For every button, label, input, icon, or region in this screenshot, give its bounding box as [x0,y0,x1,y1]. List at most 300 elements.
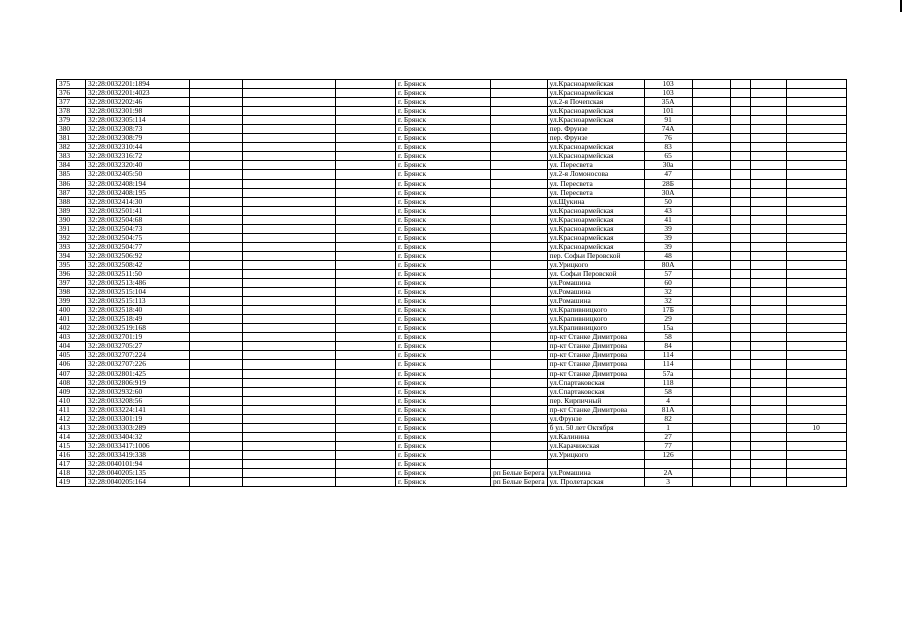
empty-cell [692,161,730,170]
city-cell: г. Брянск [396,215,491,224]
row-number: 418 [57,469,86,478]
settlement-cell [491,279,548,288]
empty-cell [190,116,243,125]
empty-cell [243,161,336,170]
cadastral-number: 32:28:0032515:113 [86,297,190,306]
empty-cell [243,279,336,288]
empty-cell [336,197,396,206]
table-row [57,450,847,459]
house-cell: 82 [644,414,692,423]
empty-cell [730,152,750,161]
cadastral-number: 32:28:0032707:226 [86,360,190,369]
extra-cell [786,197,846,206]
settlement-cell: рп Белые Берега [491,478,548,487]
city-cell: г. Брянск [396,279,491,288]
empty-cell [190,197,243,206]
empty-cell [336,215,396,224]
city-cell: г. Брянск [396,125,491,134]
empty-cell [190,369,243,378]
empty-cell [692,414,730,423]
extra-cell [786,333,846,342]
settlement-cell [491,405,548,414]
row-number: 401 [57,315,86,324]
empty-cell [336,369,396,378]
empty-cell [190,315,243,324]
empty-cell [692,469,730,478]
street-cell: ул. Пересвета [547,188,644,197]
city-cell: г. Брянск [396,369,491,378]
table-row [57,351,847,360]
empty-cell [750,306,786,315]
row-number: 397 [57,279,86,288]
row-number: 395 [57,260,86,269]
empty-cell [692,324,730,333]
city-cell: г. Брянск [396,152,491,161]
cadastral-number: 32:28:0032316:72 [86,152,190,161]
extra-cell [786,152,846,161]
empty-cell [190,333,243,342]
house-cell: 48 [644,251,692,260]
empty-cell [730,269,750,278]
empty-cell [692,288,730,297]
extra-cell [786,324,846,333]
empty-cell [750,378,786,387]
empty-cell [692,242,730,251]
empty-cell [336,469,396,478]
row-number: 390 [57,215,86,224]
empty-cell [692,269,730,278]
row-number: 385 [57,170,86,179]
settlement-cell [491,423,548,432]
empty-cell [190,98,243,107]
empty-cell [730,306,750,315]
empty-cell [190,125,243,134]
table-row [57,405,847,414]
row-number: 410 [57,396,86,405]
empty-cell [243,98,336,107]
empty-cell [730,360,750,369]
row-number: 380 [57,125,86,134]
empty-cell [243,170,336,179]
row-number: 396 [57,269,86,278]
cadastral-number: 32:28:0032513:486 [86,279,190,288]
settlement-cell [491,179,548,188]
city-cell: г. Брянск [396,333,491,342]
empty-cell [750,233,786,242]
empty-cell [336,279,396,288]
empty-cell [190,414,243,423]
house-cell: 4 [644,396,692,405]
street-cell: ул.Красноармейская [547,80,644,89]
table-row [57,342,847,351]
house-cell: 41 [644,215,692,224]
empty-cell [692,387,730,396]
empty-cell [243,414,336,423]
extra-cell [786,269,846,278]
extra-cell [786,89,846,98]
empty-cell [336,116,396,125]
extra-cell [786,188,846,197]
street-cell [547,459,644,468]
empty-cell [336,161,396,170]
street-cell: пер. Фрунзе [547,134,644,143]
row-number: 381 [57,134,86,143]
empty-cell [336,288,396,297]
city-cell: г. Брянск [396,89,491,98]
empty-cell [730,125,750,134]
street-cell: ул.2-я Почепская [547,98,644,107]
empty-cell [730,432,750,441]
extra-cell [786,297,846,306]
empty-cell [750,432,786,441]
table-row [57,469,847,478]
empty-cell [750,206,786,215]
empty-cell [692,369,730,378]
empty-cell [243,188,336,197]
cadastral-number: 32:28:0032508:42 [86,260,190,269]
empty-cell [692,423,730,432]
extra-cell [786,441,846,450]
row-number: 414 [57,432,86,441]
empty-cell [730,351,750,360]
empty-cell [692,125,730,134]
extra-cell [786,143,846,152]
house-cell: 3 [644,478,692,487]
city-cell: г. Брянск [396,269,491,278]
empty-cell [336,342,396,351]
empty-cell [243,478,336,487]
empty-cell [692,170,730,179]
row-number: 403 [57,333,86,342]
house-cell: 114 [644,360,692,369]
empty-cell [336,324,396,333]
empty-cell [243,269,336,278]
cadastral-number: 32:28:0032518:40 [86,306,190,315]
table-row [57,179,847,188]
street-cell: ул.Урицкого [547,260,644,269]
empty-cell [750,414,786,423]
street-cell: ул.Красноармейская [547,206,644,215]
row-number: 406 [57,360,86,369]
empty-cell [692,89,730,98]
settlement-cell [491,306,548,315]
house-cell: 58 [644,387,692,396]
cadastral-number: 32:28:0032701:19 [86,333,190,342]
empty-cell [336,80,396,89]
empty-cell [730,206,750,215]
row-number: 388 [57,197,86,206]
house-cell: 91 [644,116,692,125]
settlement-cell [491,215,548,224]
empty-cell [243,260,336,269]
empty-cell [336,432,396,441]
street-cell: пер. Софьи Перовской [547,251,644,260]
settlement-cell [491,197,548,206]
street-cell: ул.Урицкого [547,450,644,459]
empty-cell [243,116,336,125]
house-cell: 80А [644,260,692,269]
settlement-cell [491,324,548,333]
empty-cell [730,197,750,206]
empty-cell [336,242,396,251]
table-row [57,432,847,441]
empty-cell [243,441,336,450]
city-cell: г. Брянск [396,161,491,170]
table-row [57,396,847,405]
row-number: 415 [57,441,86,450]
settlement-cell [491,459,548,468]
empty-cell [190,469,243,478]
settlement-cell [491,396,548,405]
empty-cell [190,459,243,468]
empty-cell [190,161,243,170]
table-row [57,98,847,107]
empty-cell [190,324,243,333]
city-cell: г. Брянск [396,432,491,441]
city-cell: г. Брянск [396,197,491,206]
extra-cell [786,98,846,107]
street-cell: б ул. 50 лет Октября [547,423,644,432]
settlement-cell [491,441,548,450]
empty-cell [750,450,786,459]
empty-cell [190,351,243,360]
table-row [57,107,847,116]
settlement-cell [491,360,548,369]
cadastral-number: 32:28:0040101:94 [86,459,190,468]
empty-cell [243,469,336,478]
settlement-cell [491,224,548,233]
house-cell: 39 [644,224,692,233]
empty-cell [336,179,396,188]
street-cell: ул.2-я Ломоносова [547,170,644,179]
empty-cell [336,423,396,432]
empty-cell [190,143,243,152]
house-cell: 77 [644,441,692,450]
cadastral-number: 32:28:0032511:50 [86,269,190,278]
settlement-cell [491,351,548,360]
empty-cell [336,387,396,396]
row-number: 394 [57,251,86,260]
empty-cell [243,459,336,468]
house-cell: 27 [644,432,692,441]
empty-cell [750,324,786,333]
empty-cell [750,116,786,125]
empty-cell [692,143,730,152]
empty-cell [336,378,396,387]
empty-cell [243,342,336,351]
street-cell: ул.Ромашина [547,297,644,306]
empty-cell [190,188,243,197]
table-row [57,279,847,288]
street-cell: ул.Крапивницкого [547,324,644,333]
cadastral-number: 32:28:0032201:4023 [86,89,190,98]
row-number: 412 [57,414,86,423]
empty-cell [750,107,786,116]
house-cell: 81А [644,405,692,414]
house-cell: 39 [644,233,692,242]
city-cell: г. Брянск [396,450,491,459]
empty-cell [730,215,750,224]
empty-cell [336,251,396,260]
city-cell: г. Брянск [396,423,491,432]
empty-cell [750,369,786,378]
empty-cell [243,306,336,315]
empty-cell [692,152,730,161]
empty-cell [692,215,730,224]
row-number: 398 [57,288,86,297]
empty-cell [750,360,786,369]
settlement-cell [491,80,548,89]
row-number: 393 [57,242,86,251]
empty-cell [730,369,750,378]
empty-cell [692,197,730,206]
city-cell: г. Брянск [396,260,491,269]
city-cell: г. Брянск [396,414,491,423]
table-row [57,197,847,206]
table-row [57,161,847,170]
cadastral-number: 32:28:0032518:49 [86,315,190,324]
row-number: 404 [57,342,86,351]
extra-cell [786,242,846,251]
house-cell: 35А [644,98,692,107]
extra-cell [786,279,846,288]
street-cell: ул.Крапивницкого [547,306,644,315]
empty-cell [692,459,730,468]
street-cell: ул.Калинина [547,432,644,441]
empty-cell [730,396,750,405]
empty-cell [750,89,786,98]
empty-cell [190,432,243,441]
house-cell: 30а [644,161,692,170]
empty-cell [336,297,396,306]
house-cell: 126 [644,450,692,459]
city-cell: г. Брянск [396,143,491,152]
empty-cell [190,170,243,179]
empty-cell [190,89,243,98]
empty-cell [730,387,750,396]
house-cell: 2А [644,469,692,478]
extra-cell [786,315,846,324]
empty-cell [190,206,243,215]
city-cell: г. Брянск [396,469,491,478]
empty-cell [730,143,750,152]
empty-cell [730,279,750,288]
empty-cell [730,242,750,251]
empty-cell [243,378,336,387]
cadastral-number: 32:28:0033301:19 [86,414,190,423]
row-number: 391 [57,224,86,233]
empty-cell [730,423,750,432]
empty-cell [243,206,336,215]
table-row [57,315,847,324]
empty-cell [750,188,786,197]
empty-cell [190,387,243,396]
empty-cell [750,197,786,206]
empty-cell [730,161,750,170]
empty-cell [243,179,336,188]
empty-cell [243,297,336,306]
cadastral-number: 32:28:0032504:77 [86,242,190,251]
empty-cell [750,333,786,342]
street-cell: пр-кт Станке Димитрова [547,342,644,351]
row-number: 382 [57,143,86,152]
row-number: 387 [57,188,86,197]
empty-cell [243,333,336,342]
empty-cell [190,215,243,224]
empty-cell [336,224,396,233]
row-number: 407 [57,369,86,378]
empty-cell [692,450,730,459]
empty-cell [190,342,243,351]
empty-cell [730,224,750,233]
city-cell: г. Брянск [396,251,491,260]
empty-cell [190,242,243,251]
cadastral-number: 32:28:0032308:79 [86,134,190,143]
empty-cell [692,405,730,414]
extra-cell [786,215,846,224]
empty-cell [730,450,750,459]
empty-cell [750,161,786,170]
extra-cell [786,432,846,441]
empty-cell [692,333,730,342]
extra-cell [786,251,846,260]
empty-cell [750,315,786,324]
extra-cell [786,450,846,459]
house-cell: 74А [644,125,692,134]
empty-cell [692,206,730,215]
house-cell: 57 [644,269,692,278]
row-number: 411 [57,405,86,414]
empty-cell [750,215,786,224]
cadastral-number: 32:28:0032515:104 [86,288,190,297]
settlement-cell [491,288,548,297]
empty-cell [692,396,730,405]
cadastral-number: 32:28:0033208:56 [86,396,190,405]
table-row [57,206,847,215]
table-row [57,441,847,450]
city-cell: г. Брянск [396,405,491,414]
empty-cell [243,143,336,152]
empty-cell [730,188,750,197]
empty-cell [730,459,750,468]
row-number: 389 [57,206,86,215]
empty-cell [336,152,396,161]
empty-cell [336,306,396,315]
settlement-cell [491,297,548,306]
table-row [57,288,847,297]
table-row [57,478,847,487]
empty-cell [243,215,336,224]
empty-cell [750,441,786,450]
empty-cell [692,134,730,143]
house-cell: 83 [644,143,692,152]
row-number: 378 [57,107,86,116]
settlement-cell [491,152,548,161]
house-cell: 58 [644,333,692,342]
house-cell [644,459,692,468]
city-cell: г. Брянск [396,288,491,297]
settlement-cell [491,233,548,242]
empty-cell [190,297,243,306]
cadastral-number: 32:28:0032310:44 [86,143,190,152]
table-row [57,116,847,125]
house-cell: 50 [644,197,692,206]
table-row [57,324,847,333]
street-cell: ул. Софьи Перовской [547,269,644,278]
row-number: 383 [57,152,86,161]
extra-cell [786,80,846,89]
extra-cell [786,288,846,297]
